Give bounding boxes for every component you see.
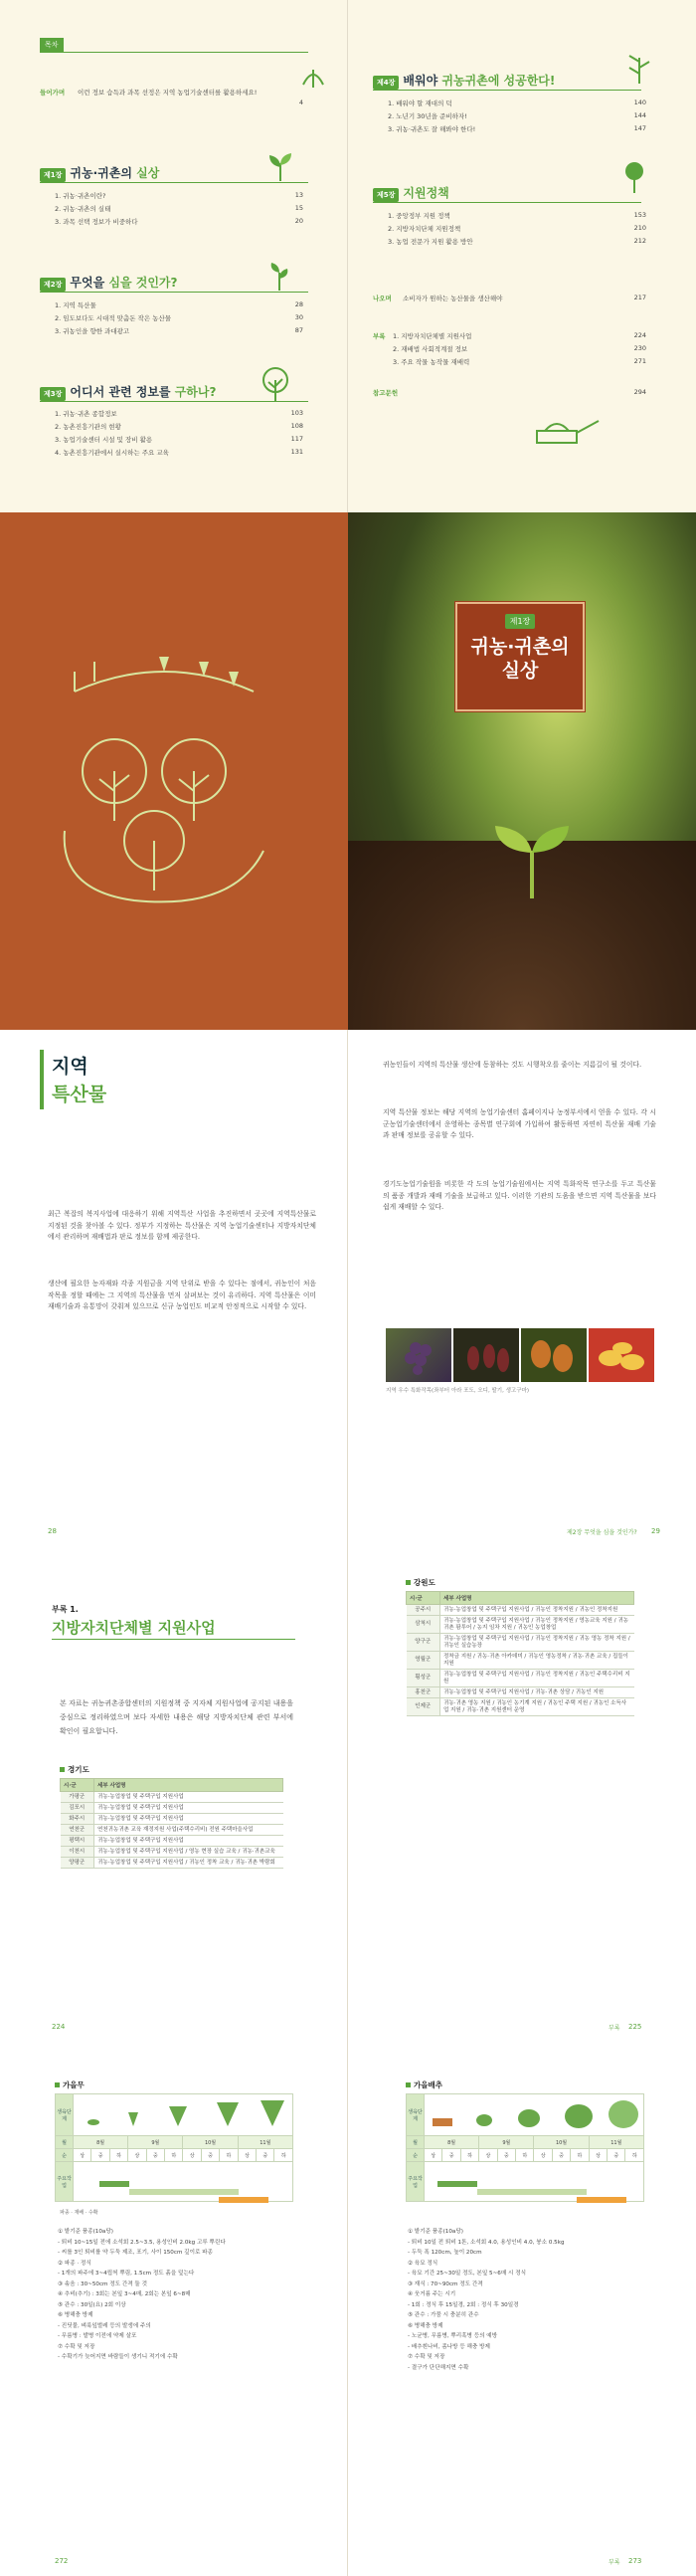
- growth-stage-row: [425, 2094, 644, 2136]
- photo-caption: 지역 우수 특화작목(좌부터 아라 포도, 오디, 딸기, 생고구마): [386, 1388, 529, 1394]
- growing-bar: [129, 2189, 239, 2195]
- table-row: 인제군 귀농·귀촌 영농 지원 / 귀농인 농기계 지원 / 귀농인 주택 지원 / 귀농인 소득사업 지원 / 귀농·귀촌 지원센터 운영: [407, 1698, 634, 1716]
- toc-page: 103: [290, 409, 303, 417]
- toc-page: 108: [290, 422, 303, 430]
- toc-chapter-4[interactable]: [373, 72, 555, 90]
- toc-intro-label: 들어가며: [40, 89, 66, 97]
- table-row: 가평군 귀농·농업창업 및 주택구입 지원사업: [61, 1792, 283, 1803]
- toc-item[interactable]: 1. 배워야 할 재대의 덕: [388, 99, 452, 107]
- toc-item[interactable]: 1. 귀농·귀촌 종합정보: [55, 410, 117, 418]
- sprout-icon: [263, 149, 297, 183]
- toc-page: 147: [633, 124, 646, 132]
- table-row: 평택시 귀농·농업창업 및 주택구입 지원사업: [61, 1836, 283, 1847]
- appendix-intro: 본 자료는 귀농귀촌종합센터의 지원정책 중 지자체 지원사업에 공지된 내용을 중심으로 정리하였으며 보다 자세한 내용은 해당 지방자치단체 관련 부서에 확인이 필요합니다.: [60, 1699, 293, 1735]
- spread-gutter: [347, 2060, 348, 2576]
- page-number: 224: [52, 2023, 66, 2031]
- gangwon-table: [406, 1591, 634, 1716]
- seedling-icon: [487, 811, 577, 900]
- spread-28-29: [0, 1030, 696, 1547]
- toc-outro-label: 나오며: [373, 295, 392, 302]
- chapter-title-line2: 실상: [501, 660, 539, 682]
- table-row: 연천군 연천귀농귀촌 교육 재정지원 사업(주택수리비) 전원 주택마을사업: [61, 1825, 283, 1836]
- strawberry-photo: [521, 1328, 587, 1382]
- tree-icon: [616, 159, 652, 195]
- running-head: 부록: [609, 2559, 620, 2566]
- spread-gutter: [347, 0, 348, 512]
- body-paragraph: 지역 특산물 정보는 해당 지역의 농업기술센터 홈페이지나 농정부서에서 얻을 수 있다. 각 시군농업기술센터에서 운영하는 종목별 연구회에 가입하여 활동하면 자연히 특산물 재배 기술과 판매 정보를 공유할 수 있다.: [383, 1108, 656, 1139]
- toc-page: 87: [294, 326, 303, 334]
- column-header: 세부 사업명: [94, 1779, 283, 1792]
- appendix-tag: 부록 1.: [52, 1605, 79, 1614]
- radish-growth-icons: [74, 2096, 292, 2132]
- toc-chapter-1[interactable]: [40, 164, 159, 182]
- toc-item[interactable]: 2. 농촌진흥기관의 현황: [55, 423, 121, 431]
- toc-chapter-3[interactable]: [40, 383, 216, 401]
- toc-chapter-5[interactable]: [373, 184, 449, 202]
- chapter-title: 무엇을: [70, 276, 109, 290]
- chapter-title: 귀농·귀촌의: [70, 166, 137, 180]
- table-row: 홍천군 귀농·농업창업 및 주택구입 지원사업 / 귀농·귀촌 상담 / 귀농인 지원: [407, 1687, 634, 1698]
- chapter-title-accent: 심을 것인가?: [108, 276, 178, 290]
- chapter-title: 배워야: [403, 74, 442, 88]
- spread-272-273: [0, 2060, 696, 2576]
- toc-item[interactable]: 1. 중앙정부 지원 정책: [388, 212, 450, 220]
- toc-item[interactable]: 2. 노년기 30년을 준비하자!: [388, 112, 467, 120]
- toc-refs-page: 294: [633, 388, 646, 396]
- table-row: 영월군 정착금 지원 / 귀농·귀촌 아카데미 / 귀농인 영농정착 / 귀농·귀촌 교육 / 집들이 지원: [407, 1652, 634, 1670]
- body-paragraph: 최근 복잡의 복지사업에 대응하기 위해 지역특산 사업을 추진하면서 곳곳에 지역특산물로 지정된 것을 찾아볼 수 있다. 정부가 지정하는 특산물은 지역 농업기술센터나 지방자치단체에서 관리하며 재배법과 판로 정보를 함께 제공한다.: [48, 1210, 316, 1241]
- body-paragraph: 귀농인들이 지역의 특산물 생산에 동참하는 것도 시행착오를 줄이는 지름길이 될 것이다.: [383, 1061, 642, 1069]
- page-number: 28: [48, 1527, 57, 1535]
- chapter-title-plate: [455, 602, 585, 711]
- section-heading-accent: 특산물: [52, 1084, 107, 1105]
- toc-tag: 목차: [40, 38, 64, 52]
- chapter-rule: [373, 90, 641, 91]
- calendar-legend: 파종 · 재배 · 수확: [60, 2210, 98, 2216]
- spread-224-225: [0, 1547, 696, 2060]
- cultivation-notes-right: ① 밭기준 품종(10a당) - 퇴비 10일 전 퇴비 1톤, 소석회 4.0, 용성인비 4.0, 붕소 0.5kg - 두둑 폭 120cm, 높이 20cm ② 육묘 정식 - 육묘 기간 25~30일 정도, 본잎 5~6매 시 정식 ③ 재식 : 70~90cm 정도 간격 ④ 웃거름 주는 시기 - 1회 : 정식 후 15일경, 2회 : 정식 후 30일경 ⑤ 관수 : 가뭄 시 충분히 관수 ⑥ 병해충 방제 - 노균병, 무름병, 뿌리혹병 등의 예방 - 배추흰나비, 좀나방 등 해충 방제 ⑦ 수확 및 저장 - 결구가 단단해지면 수확: [408, 2229, 565, 2371]
- leaf-icon: [263, 261, 295, 293]
- toc-page: 28: [294, 300, 303, 308]
- gyeonggi-table: [60, 1778, 283, 1869]
- toc-refs-label[interactable]: 참고문헌: [373, 389, 399, 397]
- crop-title-left: 가을무: [55, 2080, 85, 2090]
- cultivation-notes-left: ① 밭기준 품종(10a당) - 퇴비 10~15일 전에 소석회 2.5~3.5, 용성인비 2.0kg 고루 뿌린다 - 씨를 3인 퇴비를 약 두둑 제조, 포기, 사이 150cm 깊이로 파종 ② 파종 · 정식 - 1개의 파주에 3~4립씩 뿌림, 1.5cm 정도 흙을 덮는다 ③ 솎음 : 30~50cm 정도 간격 둘 것 ④ 추비(추기) : 3회는 본잎 3~4매, 2회는 본잎 6~8매 ⑤ 관수 : 30일(요) 2회 이상 ⑥ 병해충 방제 - 진딧물, 벼룩잎벌레 등의 발생에 주의 - 무름병 : 발병 이전에 약제 살포 ⑦ 수확 및 저장 - 수확기가 늦어지면 바람들이 생기니 적기에 수확: [58, 2229, 226, 2360]
- chapter-chip: 제5장: [373, 188, 399, 202]
- tree-icon: [257, 366, 294, 404]
- chapter-title-line1: 귀농·귀촌의: [470, 636, 570, 658]
- crop-title-right: 가을배추: [406, 2080, 442, 2090]
- body-paragraph: 경기도농업기술원을 비롯한 각 도의 농업기술원에서는 지역 특화작목 연구소를 두고 특산물의 품종 개발과 재배 기술을 보급하고 있다. 이러한 기관의 도움을 받으면 지역 특산물을 보다 쉽게 재배할 수 있다.: [383, 1180, 656, 1211]
- column-header: 세부 사업명: [440, 1592, 634, 1605]
- section-label-gyeonggi: 경기도: [60, 1764, 89, 1775]
- running-head: 제2장 무엇을 심을 것인가?: [567, 1529, 637, 1536]
- toc-chapter-2[interactable]: [40, 274, 177, 292]
- toc-page: 212: [633, 237, 646, 245]
- table-row: 화주시 귀농·농업창업 및 주택구입 지원사업: [61, 1814, 283, 1825]
- toc-appendix-label: 부록: [373, 332, 386, 340]
- tree-icon: [298, 60, 328, 90]
- toc-page: 30: [294, 313, 303, 321]
- chapter-title-accent: 귀농귀촌에 성공한다!: [441, 74, 556, 88]
- toc-item[interactable]: 2. 지방자치단체 지원정책: [388, 225, 461, 233]
- table-row: 이천시 귀농·농업창업 및 주택구입 지원사업 / 영농 현장 실습 교육 / 귀농·귀촌교육: [61, 1847, 283, 1858]
- tree-growth-illustration: [55, 632, 273, 910]
- harvest-bar: [219, 2197, 268, 2203]
- chapter-title: 어디서 관련 정보를: [70, 385, 175, 399]
- growth-stage-row: [74, 2094, 293, 2136]
- chapter-rule: [373, 202, 641, 203]
- table-row: 김포시 귀농·농업창업 및 주택구입 지원사업: [61, 1803, 283, 1814]
- mulberry-photo: [453, 1328, 519, 1382]
- table-row: 횡성군 귀농·농업창업 및 주택구입 지원사업 / 귀농인 정착지원 / 귀농인 주택수리비 지원: [407, 1670, 634, 1687]
- toc-outro-page: 217: [633, 294, 646, 301]
- section-heading: 지역: [52, 1056, 88, 1078]
- chapter-chip: 제4장: [373, 76, 399, 90]
- cover-right-page: [348, 512, 696, 1030]
- toc-spread: [0, 0, 696, 512]
- page-number: 273: [628, 2557, 642, 2565]
- chapter-title-accent: 구하나?: [174, 385, 217, 399]
- section-label-gangwon: 강원도: [406, 1577, 435, 1588]
- tree-icon: [621, 50, 657, 86]
- toc-page: 224: [633, 331, 646, 339]
- toc-item[interactable]: 2. 임도보다도 시대적 맞춤돈 작은 농산물: [55, 314, 171, 322]
- toc-page: 230: [633, 344, 646, 352]
- toc-item[interactable]: 2. 귀농·귀촌의 실태: [55, 205, 111, 213]
- page-number: 272: [55, 2557, 69, 2565]
- spread-gutter: [347, 1547, 348, 2060]
- toc-item[interactable]: 4. 농촌진흥기관에서 실시하는 주요 교육: [55, 449, 169, 457]
- page-number: 29: [651, 1527, 660, 1535]
- table-row: 양평군 귀농·농업창업 및 주택구입 지원사업 / 귀농인 정착 교육 / 귀농·귀촌 박람회: [61, 1858, 283, 1869]
- running-head: 부록: [609, 2025, 620, 2032]
- toc-page: 210: [633, 224, 646, 232]
- sowing-bar: [437, 2181, 477, 2187]
- chapter-chip: 제2장: [40, 278, 66, 292]
- chapter-chip: 제1장: [40, 168, 66, 182]
- toc-item[interactable]: 2. 재배법 사회적계절 정보: [393, 345, 468, 353]
- toc-intro-page: 4: [298, 99, 303, 106]
- toc-page: 153: [633, 211, 646, 219]
- table-row: 양구군 귀농·농업창업 및 주택구입 지원사업 / 귀농인 정착지원 / 귀농 영농 정착 지원 / 귀농인 실습농장: [407, 1634, 634, 1652]
- page-number: 225: [628, 2023, 642, 2031]
- harvest-bar: [577, 2197, 626, 2203]
- toc-item[interactable]: 1. 지방자치단체별 지원사업: [393, 332, 472, 340]
- toc-item[interactable]: 3. 귀농인을 향한 과대광고: [55, 327, 130, 335]
- chapter-chip: 제3장: [40, 387, 66, 401]
- chapter-title-accent: 지원정책: [403, 186, 449, 200]
- title-rule: [52, 1639, 295, 1640]
- growing-bar: [477, 2189, 587, 2195]
- toc-item[interactable]: 3. 농업기술센터 시설 및 장비 활용: [55, 436, 153, 444]
- column-header: 시·군: [61, 1779, 94, 1792]
- toc-page: 15: [294, 204, 303, 212]
- spread-gutter: [347, 1030, 348, 1547]
- toc-item[interactable]: 1. 귀농·귀촌이란?: [55, 192, 106, 200]
- toc-page: 13: [294, 191, 303, 199]
- toc-page: 140: [633, 99, 646, 106]
- toc-item[interactable]: 1. 지역 특산물: [55, 301, 96, 309]
- chapter-cover-spread: [0, 512, 696, 1030]
- toc-page: 144: [633, 111, 646, 119]
- toc-item[interactable]: 3. 과목 선택 정보가 비중하다: [55, 218, 138, 226]
- cover-left-page: [0, 512, 348, 1030]
- toc-item[interactable]: 3. 주요 작물 농작물 재배력: [393, 358, 470, 366]
- toc-rule: [40, 52, 308, 53]
- toc-page: 131: [290, 448, 303, 456]
- toc-outro-text[interactable]: 소비자가 원하는 농산물을 생산해야: [403, 295, 503, 302]
- cabbage-growth-icons: [425, 2096, 643, 2132]
- column-header: 시·군: [407, 1592, 440, 1605]
- table-row: 삼척시 귀농·농업창업 및 주택구입 지원사업 / 귀농인 정착지원 / 영농교육 지원 / 귀농귀촌 팜투어 / 농지 임차 지원 / 귀농인 농업창업: [407, 1616, 634, 1634]
- heading-accent-bar: [40, 1050, 44, 1109]
- grape-photo: [386, 1328, 451, 1382]
- sweet-potato-photo: [589, 1328, 654, 1382]
- table-row: 공주시 귀농·농업창업 및 주택구입 지원사업 / 귀농인 정착지원 / 귀농인 정착지원: [407, 1605, 634, 1616]
- watering-can-icon: [527, 413, 607, 453]
- sowing-bar: [99, 2181, 129, 2187]
- toc-item[interactable]: 3. 농업 전문가 지원 활용 방안: [388, 238, 473, 246]
- toc-page: 20: [294, 217, 303, 225]
- toc-intro-text: 이런 정보 습득과 과목 선정은 지역 농업기술센터를 활용하세요!: [78, 89, 258, 97]
- chapter-title-accent: 실상: [136, 166, 160, 180]
- toc-page: 117: [290, 435, 303, 443]
- cultivation-calendar-left: 생육단계 월 8월 9월 10월 11월 순 상 중 하 상 중 하 상 중 하 상 중 하 주요작업: [55, 2093, 293, 2202]
- toc-page: 271: [633, 357, 646, 365]
- toc-item[interactable]: 3. 귀농·귀촌도 잘 해봐야 한다!: [388, 125, 476, 133]
- cultivation-calendar-right: 생육단계 월 8월 9월 10월 11월 순 상 중 하 상 중 하 상 중 하 상 중 하 주요작업: [406, 2093, 644, 2202]
- appendix-title: 지방자치단체별 지원사업: [52, 1619, 216, 1637]
- body-paragraph: 생산에 필요한 농자재와 각종 지원금을 지역 단위로 받을 수 있다는 점에서, 귀농인이 처음 작목을 정할 때에는 그 지역의 특산물을 먼저 살펴보는 것이 유리하다. 지역 특산물은 이미 재배기술과 유통망이 갖춰져 있으므로 신규 농업인도 비교적 안정적으로 시작할 수 있다.: [48, 1280, 316, 1310]
- chapter-chip: 제1장: [505, 614, 536, 629]
